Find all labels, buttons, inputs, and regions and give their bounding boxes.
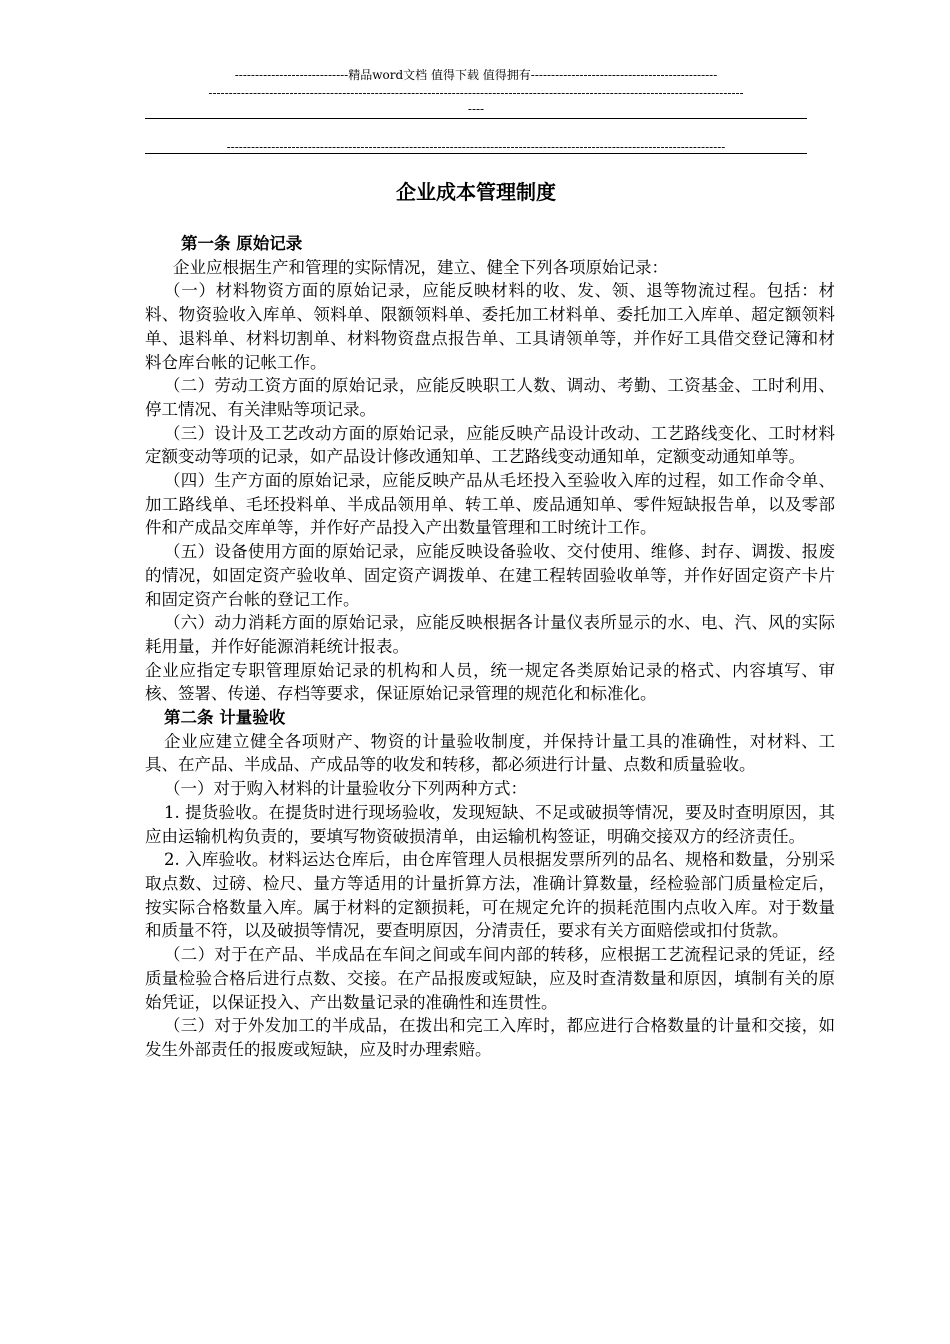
article1-intro: 企业应根据生产和管理的实际情况，建立、健全下列各项原始记录： bbox=[173, 257, 668, 277]
article1-heading: 第一条 原始记录 bbox=[181, 234, 303, 253]
article1-item-3: （三）设计及工艺改动方面的原始记录，应能反映产品设计改动、工艺路线变化、工时材料定额变动等项的记录，如产品设计修改通知单、工艺路线变动通知单，定额变动通知单等。 bbox=[145, 423, 835, 467]
article1-item-2: （二）劳动工资方面的原始记录，应能反映职工人数、调动、考勤、工资基金、工时利用、停工情况、有关津贴等项记录。 bbox=[145, 376, 835, 419]
article1-item-4: （四）生产方面的原始记录，应能反映产品从毛坯投入至验收入库的过程，如工作命令单、加工路线单、毛坯投料单、半成品领用单、转工单、废品通知单、零件短缺报告单，以及零部件和产成品交库单等，并作好产品投入产出数量管理和工时统计工作。 bbox=[145, 471, 835, 538]
article2-heading: 第二条 计量验收 bbox=[164, 708, 286, 728]
header-banner: ----------------------------精品word文档 值得下载 值得拥有---------------------------------------------- bbox=[234, 68, 718, 82]
article2-sub-3: （三）对于外发加工的半成品，在拨出和完工入库时，都应进行合格数量的计量和交接，如发生外部责任的报废或短缺，应及时办理索赔。 bbox=[145, 1016, 835, 1059]
header-rule-top bbox=[145, 118, 807, 119]
header-dash-short: ---- bbox=[467, 102, 485, 116]
article1-item-6: （六）动力消耗方面的原始记录，应能反映根据各计量仪表所显示的水、电、汽、风的实际耗用量，并作好能源消耗统计报表。 bbox=[145, 613, 835, 656]
article1-item-1: （一）材料物资方面的原始记录，应能反映材料的收、发、领、退等物流过程。包括：材料、物资验收入库单、领料单、限额领料单、委托加工材料单、委托加工入库单、超定额领料单、退料单、材料切割单、材料物资盘点报告单、工具请领单等，并作好工具借交登记簿和材料仓库台帐的记帐工作。 bbox=[145, 281, 835, 372]
article1-closing: 企业应指定专职管理原始记录的机构和人员，统一规定各类原始记录的格式、内容填写、审核、签署、传递、存档等要求，保证原始记录管理的规范化和标准化。 bbox=[145, 660, 835, 704]
header-dash-line-2: --------------------------------------------------------------------------------------------------------------------------- bbox=[226, 140, 726, 154]
article1-item-5: （五）设备使用方面的原始记录，应能反映设备验收、交付使用、维修、封存、调拨、报废的情况，如固定资产验收单、固定资产调拨单、在建工程转固验收单等，并作好固定资产卡片和固定资产台帐的登记工作。 bbox=[145, 542, 835, 609]
article2-point-1: 1. 提货验收。在提货时进行现场验收，发现短缺、不足或破损等情况，要及时查明原因，其应由运输机构负责的，要填写物资破损清单，由运输机构签证，明确交接双方的经济责任。 bbox=[145, 802, 835, 846]
article2-intro: 企业应建立健全各项财产、物资的计量验收制度，并保持计量工具的准确性，对材料、工具、在产品、半成品、产成品等的收发和转移，都必须进行计量、点数和质量验收。 bbox=[145, 731, 835, 775]
article2-sub-2: （二）对于在产品、半成品在车间之间或车间内部的转移，应根据工艺流程记录的凭证，经质量检验合格后进行点数、交接。在产品报废或短缺，应及时查清数量和原因，填制有关的原始凭证，以保证投入、产出数量记录的准确性和连贯性。 bbox=[145, 945, 835, 1012]
article2-point-2: 2. 入库验收。材料运达仓库后，由仓库管理人员根据发票所列的品名、规格和数量，分别采取点数、过磅、检尺、量方等适用的计量折算方法，准确计算数量，经检验部门质量检定后，按实际合格数量入库。属于材料的定额损耗，可在规定允许的损耗范围内点收入库。对于数量和质量不符，以及破损等情况，要查明原因，分清责任，要求有关方面赔偿或扣付货款。 bbox=[145, 850, 835, 941]
header-dash-line: ------------------------------------------------------------------------------------------------------------------------------------ bbox=[208, 86, 744, 100]
article2-sub-1: （一）对于购入材料的计量验收分下列两种方式： bbox=[164, 779, 527, 799]
document-title: 企业成本管理制度 bbox=[396, 180, 556, 204]
document-body bbox=[145, 232, 835, 1062]
header-rule-bottom bbox=[145, 153, 807, 154]
